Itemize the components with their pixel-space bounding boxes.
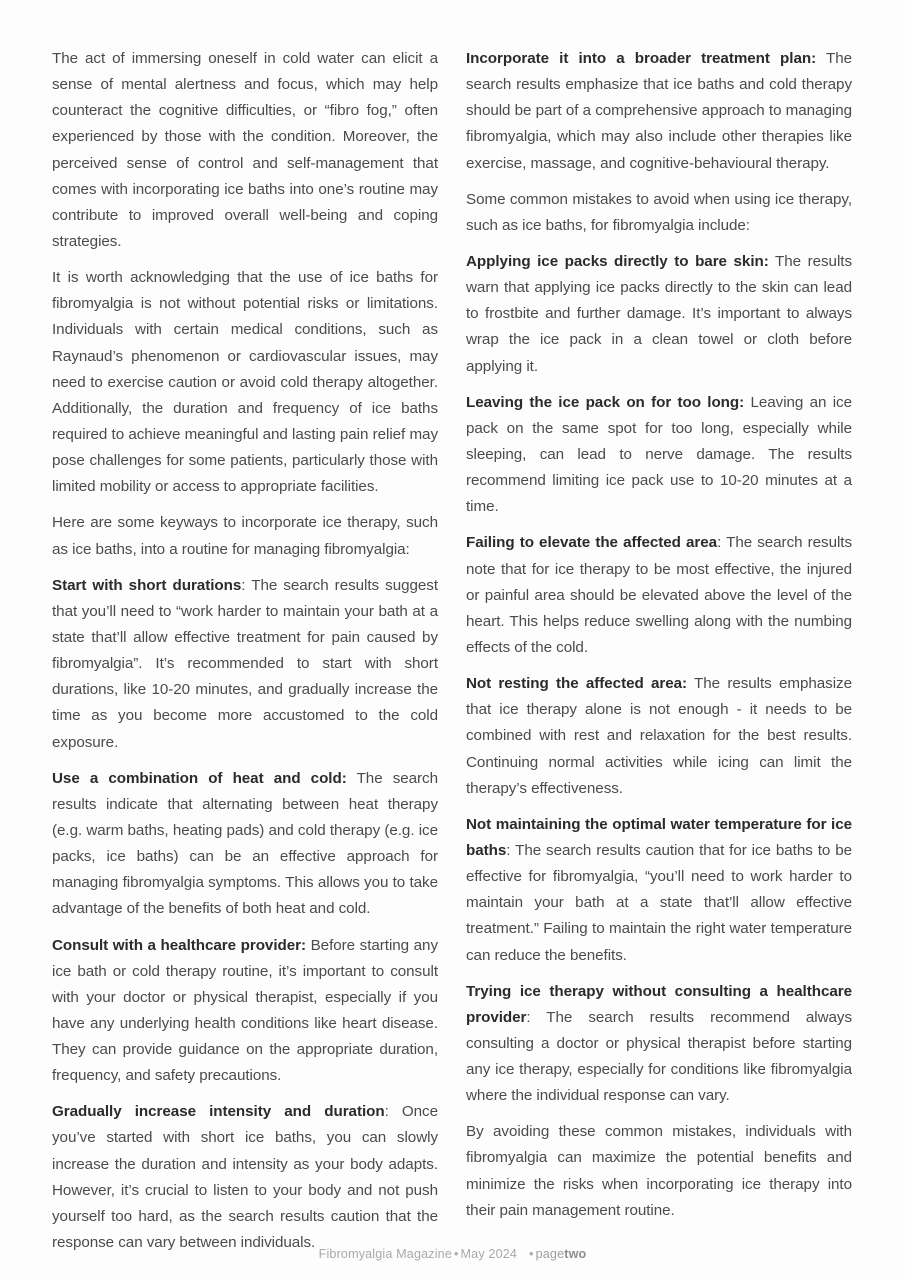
paragraph-lead: Start with short durations	[52, 576, 242, 594]
article-paragraph-with-lead	[52, 766, 438, 923]
article-paragraph	[466, 1119, 852, 1224]
paragraph-lead: Applying ice packs directly to bare skin:	[466, 252, 769, 270]
paragraph-body: Leaving an ice pack on the same spot for too long, especially while sleeping, can lead to nerve damage. The results recommend limiting ice pack use to 10-20 minutes at a time.	[466, 393, 852, 516]
page-footer	[0, 1247, 905, 1261]
right-column	[466, 46, 852, 1219]
paragraph-body: The search results emphasize that ice baths and cold therapy should be part of a comprehensive approach to managing fibromyalgia, which may also include other therapies like exercise, massage, and cognitive-behavioural therapy.	[466, 50, 852, 172]
footer-bullet-one: •	[453, 1247, 459, 1261]
paragraph-body: The search results indicate that alternating between heat therapy (e.g. warm baths, heating pads) and cold therapy (e.g. ice packs, ice baths) can be an effective approach for managing fibromyalgia symptoms. This allows you to take advantage of the benefits of both heat and cold.	[52, 769, 438, 918]
footer-publication: Fibromyalgia Magazine	[318, 1247, 452, 1261]
paragraph-body: : The search results note that for ice therapy to be most effective, the injured or painful area should be elevated above the level of the heart. This helps reduce swelling along with the numbing effects of the cold.	[466, 534, 852, 656]
left-column	[52, 46, 438, 1252]
footer-page-number: two	[564, 1247, 587, 1261]
article-paragraph-with-lead	[466, 812, 852, 969]
paragraph-body: The act of immersing oneself in cold water can elicit a sense of mental alertness and focus, which may help counteract the cognitive difficulties, or “fibro fog,” often experienced by those with the condition. Moreover, the perceived sense of control and self-management that comes with incorporating ice baths into one’s routine may contribute to improved overall well-being and coping strategies.	[52, 50, 438, 250]
paragraph-body: Before starting any ice bath or cold therapy routine, it’s important to consult with your doctor or physical therapist, especially if you have any underlying health conditions like heart disease. They can provide guidance on the appropriate duration, frequency, and safety precautions.	[52, 936, 438, 1085]
article-paragraph-with-lead	[466, 530, 852, 661]
paragraph-body: Here are some keyways to incorporate ice therapy, such as ice baths, into a routine for managing fibromyalgia:	[52, 514, 438, 558]
paragraph-lead: Not maintaining the optimal water temperature for ice baths	[466, 815, 852, 859]
article-paragraph-with-lead	[52, 573, 438, 756]
two-column-layout	[52, 46, 853, 1252]
article-paragraph	[466, 187, 852, 239]
article-paragraph-with-lead	[466, 46, 852, 177]
article-paragraph-with-lead	[52, 1099, 438, 1256]
paragraph-lead: Leaving the ice pack on for too long:	[466, 393, 745, 411]
paragraph-lead: Incorporate it into a broader treatment plan:	[466, 50, 817, 67]
paragraph-body: : Once you’ve started with short ice baths, you can slowly increase the duration and intensity as your body adapts. However, it’s crucial to listen to your body and not push yourself too hard, as the search results caution that the response can vary between individuals.	[52, 1103, 438, 1252]
paragraph-body: The results emphasize that ice therapy alone is not enough - it needs to be combined with rest and relaxation for the best results. Continuing normal activities while icing can limit the therapy’s effectiveness.	[466, 675, 852, 797]
paragraph-body: : The search results caution that for ice baths to be effective for fibromyalgia, “you’ll need to work harder to maintain your bath at a state that’ll allow effective treatment.” Failing to maintain the right water temperature can reduce the benefits.	[466, 841, 852, 964]
paragraph-lead: Use a combination of heat and cold:	[52, 769, 347, 787]
paragraph-lead: Trying ice therapy without consulting a healthcare provider	[466, 982, 852, 1026]
footer-bullet-two: •	[529, 1247, 534, 1261]
paragraph-body: : The search results suggest that you’ll need to “work harder to maintain your bath at a state that’ll allow effective treatment for pain caused by fibromyalgia”. It’s recommended to start with short durations, like 10-20 minutes, and gradually increase the time as you become more accustomed to the cold exposure.	[52, 576, 438, 751]
paragraph-body: It is worth acknowledging that the use of ice baths for fibromyalgia is not without potential risks or limitations. Individuals with certain medical conditions, such as Raynaud’s phenomenon or cardiovascular issues, may need to exercise caution or avoid cold therapy altogether. Additionally, the duration and frequency of ice baths required to achieve meaningful and lasting pain relief may pose challenges for some patients, particularly those with limited mobility or access to appropriate facilities.	[52, 269, 438, 496]
footer-issue-date: May 2024	[460, 1247, 518, 1261]
paragraph-body: By avoiding these common mistakes, individuals with fibromyalgia can maximize the potential benefits and minimize the risks when incorporating ice therapy into their pain management routine.	[466, 1123, 852, 1219]
article-paragraph-with-lead	[466, 979, 852, 1110]
paragraph-lead: Failing to elevate the affected area	[466, 534, 718, 552]
article-paragraph	[52, 510, 438, 562]
paragraph-lead: Gradually increase intensity and duration	[52, 1103, 385, 1121]
paragraph-lead: Not resting the affected area:	[466, 675, 688, 693]
article-paragraph-with-lead	[466, 671, 852, 802]
article-paragraph-with-lead	[466, 390, 852, 521]
paragraph-body: : The search results recommend always consulting a doctor or physical therapist before starting any ice therapy, especially for conditions like fibromyalgia where the individual response can vary.	[466, 1008, 852, 1105]
article-paragraph-with-lead	[52, 933, 438, 1090]
article-paragraph-with-lead	[466, 249, 852, 380]
paragraph-lead: Consult with a healthcare provider:	[52, 936, 306, 954]
footer-page-word: page	[535, 1247, 565, 1261]
article-paragraph	[52, 46, 438, 255]
article-paragraph	[52, 265, 438, 500]
paragraph-body: Some common mistakes to avoid when using ice therapy, such as ice baths, for fibromyalgia include:	[466, 190, 852, 234]
paragraph-body: The results warn that applying ice packs directly to the skin can lead to frostbite and further damage. It’s important to always wrap the ice pack in a clean towel or cloth before applying it.	[466, 252, 852, 375]
